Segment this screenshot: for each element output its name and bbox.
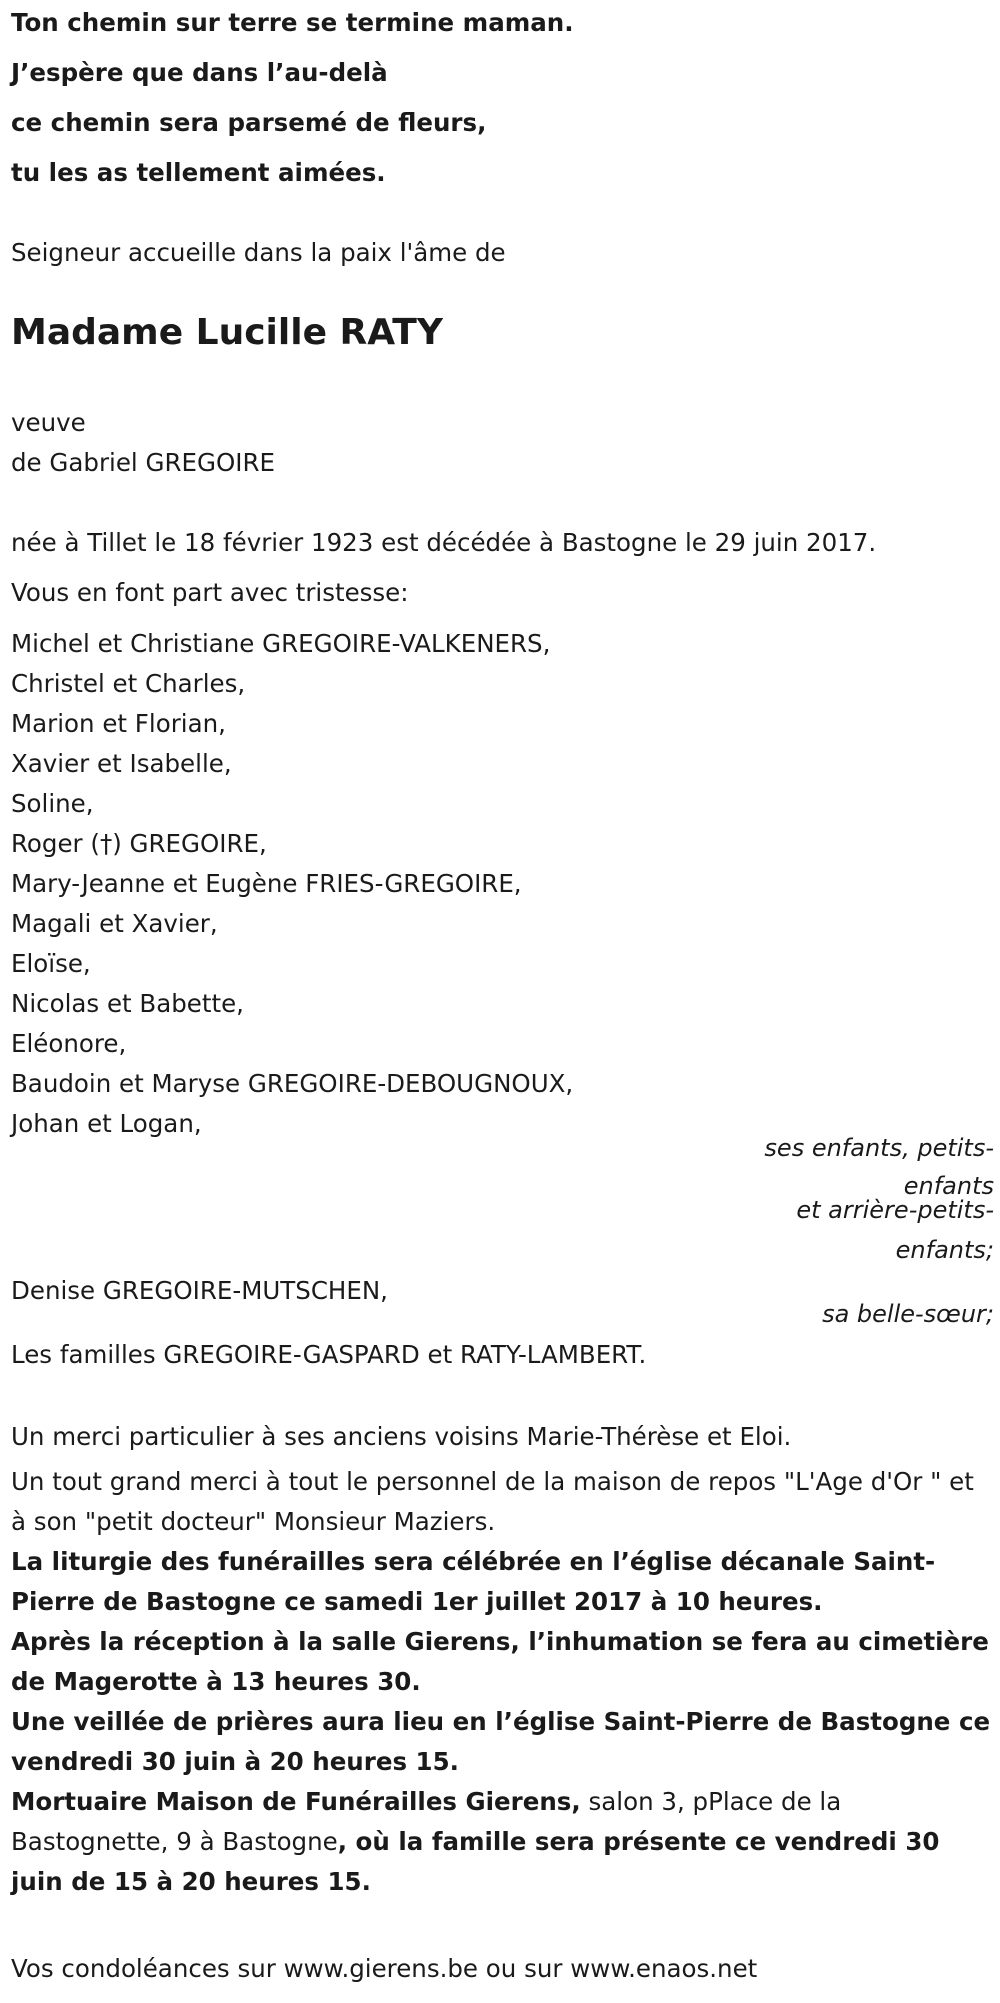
condolences-text: Vos condoléances sur www.gierens.be ou sur www.enaos.net	[11, 1954, 758, 1983]
birth-death-text: née à Tillet le 18 février 1923 est décédée à Bastogne le 29 juin 2017.	[11, 528, 877, 557]
mortuary-place: Mortuaire Maison de Funérailles Gierens,	[11, 1787, 581, 1816]
poem-line-3: ce chemin sera parsemé de fleurs,	[11, 108, 487, 137]
relation-children-line-2: enfants	[903, 1172, 994, 1200]
list-item: Christel et Charles,	[11, 669, 246, 698]
burial-info: Après la réception à la salle Gierens, l’inhumation se fera au cimetière de Magerotte à 13 heures 30.	[11, 1627, 989, 1696]
list-item: Michel et Christiane GREGOIRE-VALKENERS,	[11, 629, 551, 658]
relation-children-line-1: ses enfants, petits-	[764, 1134, 994, 1162]
list-item: Magali et Xavier,	[11, 909, 218, 938]
widow-label: veuve	[11, 408, 86, 437]
intro-text: Seigneur accueille dans la paix l'âme de	[11, 238, 506, 267]
list-item: Roger (†) GREGOIRE,	[11, 829, 267, 858]
thanks-staff: Un tout grand merci à tout le personnel de la maison de repos "L'Age d'Or " et à son "petit docteur" Monsieur Maziers.	[11, 1467, 974, 1536]
liturgy-info: La liturgie des funérailles sera célébrée en l’église décanale Saint-Pierre de Bastogne ce samedi 1er juillet 2017 à 10 heures.	[11, 1547, 936, 1616]
list-item: Mary-Jeanne et Eugène FRIES-GREGOIRE,	[11, 869, 522, 898]
relation-great-line-2: enfants;	[895, 1236, 994, 1264]
poem-line-4: tu les as tellement aimées.	[11, 158, 386, 187]
list-item: Johan et Logan,	[11, 1109, 202, 1138]
mortuary-address: salon 3, pPlace de la Bastognette, 9 à Bastogne	[11, 1787, 842, 1856]
list-item: Baudoin et Maryse GREGOIRE-DEBOUGNOUX,	[11, 1069, 574, 1098]
mortuary-info	[11, 1782, 996, 1902]
thanks-neighbours: Un merci particulier à ses anciens voisins Marie-Thérèse et Eloi.	[11, 1422, 792, 1451]
families-text: Les familles GREGOIRE-GASPARD et RATY-LAMBERT.	[11, 1340, 647, 1369]
list-item: Eléonore,	[11, 1029, 127, 1058]
list-item: Soline,	[11, 789, 94, 818]
list-item: Xavier et Isabelle,	[11, 749, 232, 778]
deceased-name: Madame Lucille RATY	[11, 312, 443, 353]
vigil-info: Une veillée de prières aura lieu en l’église Saint-Pierre de Bastogne ce vendredi 30 juin à 20 heures 15.	[11, 1707, 991, 1776]
announce-text: Vous en font part avec tristesse:	[11, 578, 409, 607]
spouse-name: de Gabriel GREGOIRE	[11, 448, 275, 477]
list-item: Nicolas et Babette,	[11, 989, 244, 1018]
relation-great-line-1: et arrière-petits-	[796, 1196, 994, 1224]
list-item: Eloïse,	[11, 949, 91, 978]
poem-line-1: Ton chemin sur terre se termine maman.	[11, 8, 574, 37]
poem-line-2: J’espère que dans l’au-delà	[11, 58, 388, 87]
mortuary-hours: , où la famille sera présente ce vendredi 30 juin de 15 à 20 heures 15.	[11, 1827, 940, 1896]
sister-in-law-name: Denise GREGOIRE-MUTSCHEN,	[11, 1276, 388, 1305]
list-item: Marion et Florian,	[11, 709, 226, 738]
sister-in-law-relation: sa belle-sœur;	[822, 1300, 994, 1328]
